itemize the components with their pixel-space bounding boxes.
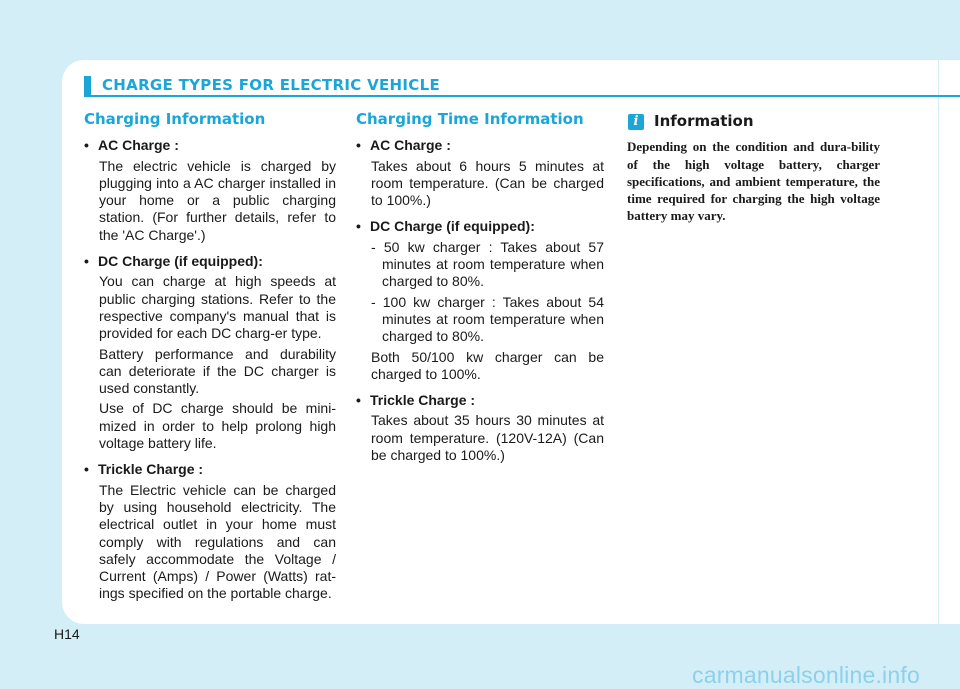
trickle-time-text: Takes about 35 hours 30 minutes at room temperature. (120V-12A) (Can be charged to 100%.) [371,412,604,464]
dc-time-item-50kw: - 50 kw charger : Takes about 57 minutes at room temperature when charged to 80%. [371,238,604,290]
panel-divider [938,60,939,624]
bullet: • [84,461,89,478]
ac-charge-label: AC Charge : [98,137,179,154]
dc-charge-text-2: Battery performance and durability can deteriorate if the DC charger is used constantly. [99,345,336,397]
dc-charge-label: DC Charge (if equipped): [98,253,263,270]
info-icon: i [628,114,644,130]
information-text: Depending on the condition and dura-bility of the high voltage battery, charger specifications, and ambient temperature, the time required for charging the high voltage battery may vary. [627,139,880,224]
dc-time-item-both: Both 50/100 kw charger can be charged to 100%. [371,348,604,382]
trickle-charge-text: The Electric vehicle can be charged by using household electricity. The electrical outlet in your home must comply with regulations and can safely accommodate the Voltage / Current (Amps) / Power (Watts) rat-ings specified on the portable charge. [99,481,336,602]
page-number: H14 [54,626,80,642]
dc-time-heading [356,218,604,235]
charging-information-column [84,110,336,606]
bullet: • [356,137,361,154]
dc-time-item-100kw: - 100 kw charger : Takes about 54 minutes at room temperature when charged to 80%. [371,293,604,345]
ac-charge-heading [84,137,336,154]
header-underline [84,95,960,97]
bullet: • [84,253,89,270]
ac-time-heading [356,137,604,154]
bullet: • [84,137,89,154]
dc-charge-text-3: Use of DC charge should be mini-mized in order to help prolong high voltage battery life. [99,400,336,452]
trickle-charge-heading [84,461,336,478]
bullet: • [356,218,361,235]
charging-time-heading: Charging Time Information [356,110,584,128]
section-header [84,76,960,96]
trickle-time-label: Trickle Charge : [370,392,476,409]
bullet: • [356,392,361,409]
trickle-charge-label: Trickle Charge : [98,461,204,478]
information-title: Information [654,112,754,130]
ac-time-label: AC Charge : [370,137,451,154]
page-title: CHARGE TYPES FOR ELECTRIC VEHICLE [102,76,440,94]
ac-charge-text: The electric vehicle is charged by plugging into a AC charger installed in your home or a public charging station. (For further details, refer to the 'AC Charge'.) [99,157,336,243]
dc-charge-text-1: You can charge at high speeds at public charging stations. Refer to the respective company's manual that is provided for each DC charg-er type. [99,273,336,342]
dc-charge-heading [84,253,336,270]
information-column [627,110,880,225]
charging-time-column [356,110,604,467]
dc-time-list [371,239,604,383]
dc-time-label: DC Charge (if equipped): [370,218,535,235]
information-heading [627,113,880,130]
ac-time-text: Takes about 6 hours 5 minutes at room temperature. (Can be charged to 100%.) [371,157,604,209]
charging-information-heading: Charging Information [84,110,266,128]
trickle-time-heading [356,392,604,409]
header-accent-bar [84,76,91,96]
watermark: carmanualsonline.info [692,662,920,688]
